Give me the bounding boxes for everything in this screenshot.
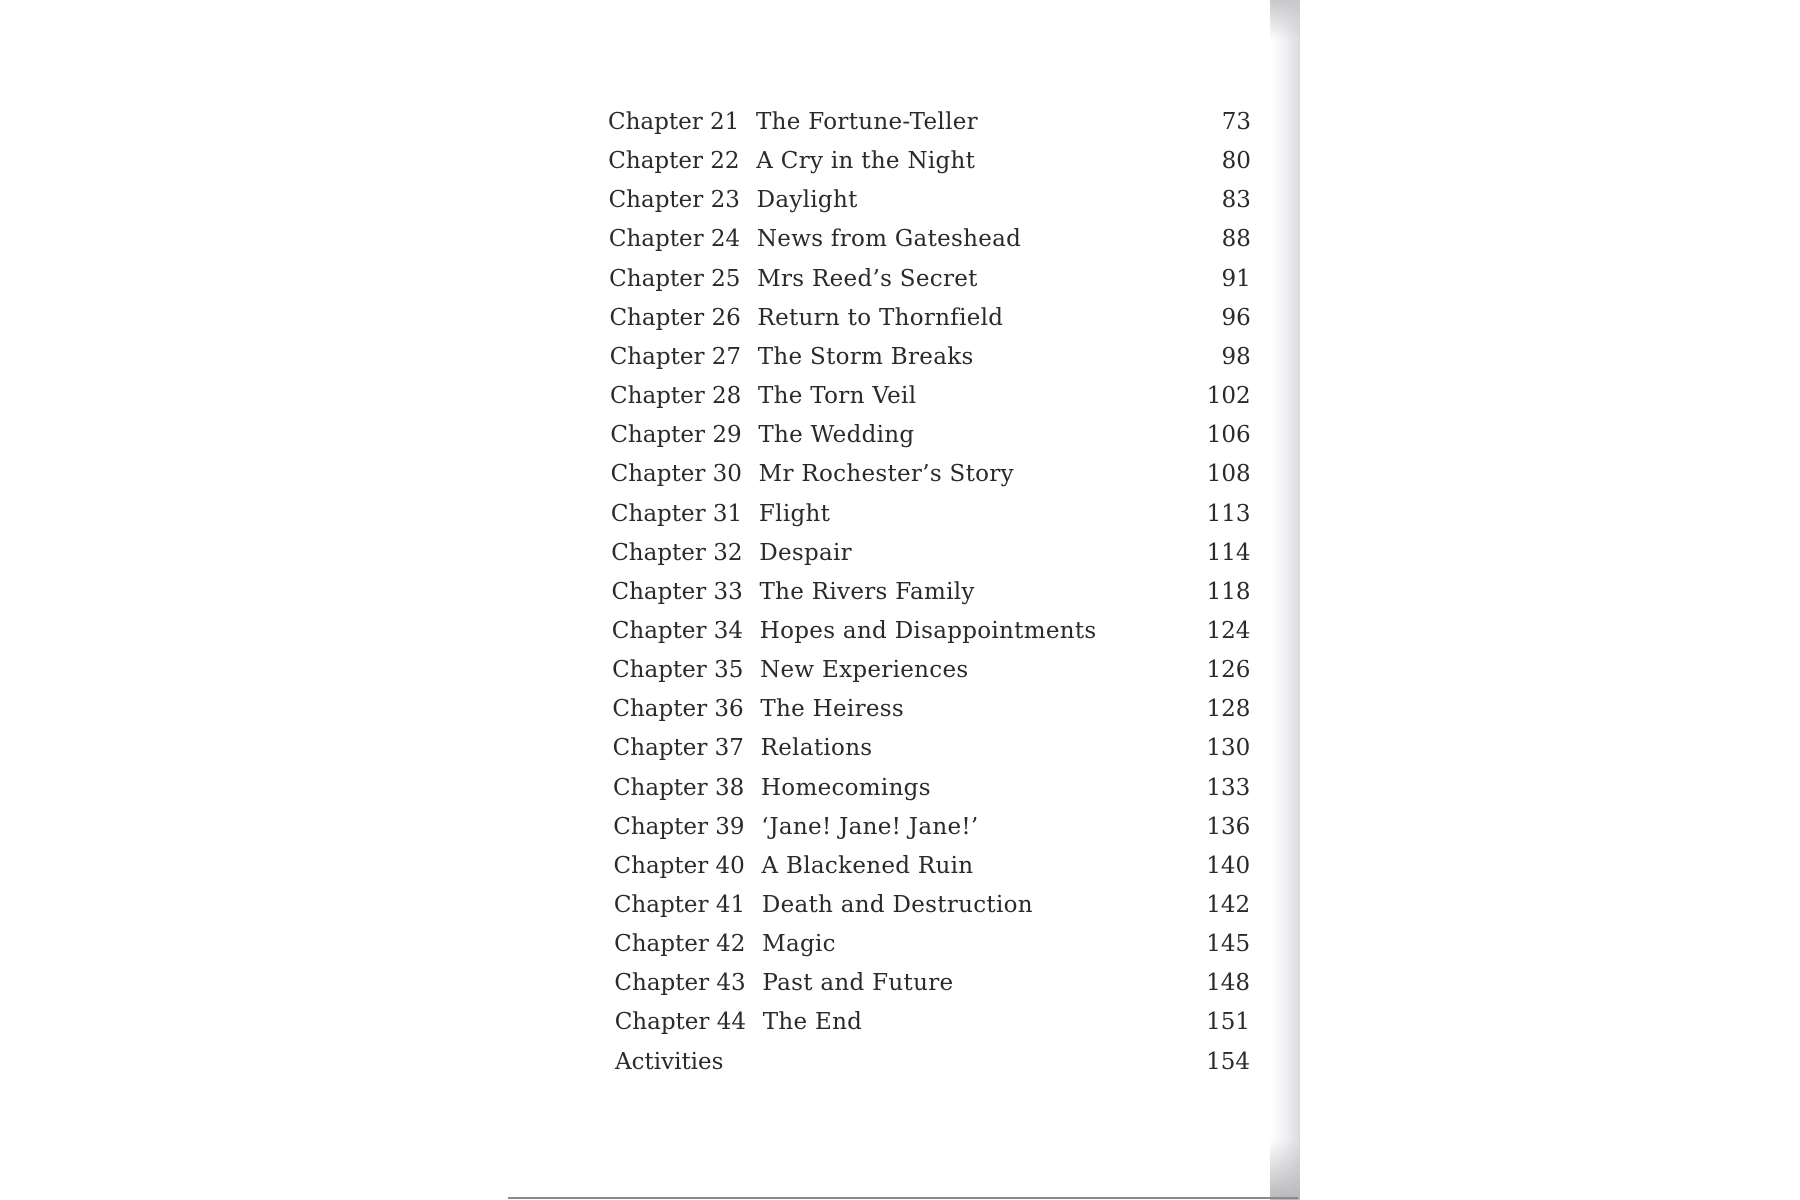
chapter-title: Relations <box>760 735 873 762</box>
toc-entry <box>610 340 1251 374</box>
chapter-number: Chapter 40 <box>613 852 745 879</box>
page-number: 133 <box>1206 774 1251 801</box>
page-number: 148 <box>1206 970 1251 997</box>
toc-entry <box>614 888 1250 922</box>
chapter-number: Chapter 44 <box>614 1009 746 1036</box>
chapter-number: Chapter 41 <box>613 892 746 918</box>
chapter-title: The Fortune-Teller <box>756 109 978 135</box>
page-number: 126 <box>1206 657 1251 684</box>
chapter-number: Chapter 21 <box>608 109 740 135</box>
chapter-title: Return to Thornfield <box>757 304 1004 331</box>
page-number: 136 <box>1206 813 1251 840</box>
chapter-number: Chapter 39 <box>613 813 745 840</box>
toc-entry <box>614 849 1251 883</box>
page-number: 124 <box>1206 617 1251 644</box>
chapter-title: News from Gateshead <box>756 226 1022 253</box>
chapter-number: Activities <box>615 1048 724 1075</box>
chapter-title: Mr Rochester’s Story <box>758 461 1014 488</box>
page-number: 140 <box>1206 852 1251 879</box>
chapter-number: Chapter 27 <box>609 343 742 370</box>
page-number: 83 <box>1221 187 1251 214</box>
chapter-title: Despair <box>759 539 852 566</box>
chapter-number: Chapter 25 <box>609 265 741 292</box>
toc-entry <box>609 262 1251 296</box>
toc-entry <box>613 771 1250 805</box>
page-number: 118 <box>1206 578 1251 605</box>
chapter-title: The Heiress <box>760 696 904 723</box>
toc-entry <box>608 144 1251 178</box>
page-number: 88 <box>1221 226 1251 253</box>
page-number: 73 <box>1221 109 1251 135</box>
page-number: 108 <box>1206 461 1251 488</box>
chapter-title: A Cry in the Night <box>756 148 976 175</box>
page-number: 145 <box>1206 931 1251 958</box>
toc-entry <box>609 301 1250 335</box>
chapter-number: Chapter 34 <box>611 617 744 644</box>
toc-entry <box>615 1045 1250 1079</box>
chapter-number: Chapter 30 <box>610 461 742 488</box>
toc-entry <box>612 614 1251 648</box>
chapter-title: ‘Jane! Jane! Jane!’ <box>761 813 979 840</box>
page-number: 106 <box>1206 422 1251 449</box>
chapter-title: Flight <box>758 500 831 527</box>
toc-entry <box>611 457 1251 491</box>
toc-entry <box>613 731 1251 765</box>
page-number: 96 <box>1221 304 1251 331</box>
page-number: 113 <box>1206 500 1251 527</box>
chapter-title: Homecomings <box>760 774 931 801</box>
chapter-title: The Rivers Family <box>759 578 975 605</box>
chapter-title: Death and Destruction <box>761 892 1033 918</box>
chapter-number: Chapter 23 <box>608 187 740 214</box>
chapter-title: Daylight <box>756 187 858 214</box>
toc-entry <box>611 497 1251 531</box>
toc-entry <box>611 536 1250 570</box>
toc-entry <box>614 927 1250 961</box>
toc-entry <box>609 222 1251 256</box>
chapter-number: Chapter 28 <box>610 383 742 410</box>
chapter-title: Mrs Reed’s Secret <box>757 265 978 292</box>
page-number: 91 <box>1221 265 1251 292</box>
chapter-title: The Storm Breaks <box>757 343 974 370</box>
page-number: 102 <box>1206 383 1251 410</box>
chapter-title: The End <box>762 1009 863 1036</box>
chapter-number: Chapter 33 <box>611 578 743 605</box>
chapter-number: Chapter 29 <box>610 422 742 449</box>
chapter-number: Chapter 43 <box>614 970 746 997</box>
chapter-title: New Experiences <box>760 657 969 684</box>
toc-entry <box>612 692 1250 726</box>
chapter-title: The Torn Veil <box>758 383 917 410</box>
toc-entry <box>608 105 1251 139</box>
toc-entry <box>612 653 1250 687</box>
page-number: 154 <box>1206 1048 1250 1075</box>
page-number: 142 <box>1206 892 1251 918</box>
chapter-number: Chapter 22 <box>608 148 740 175</box>
toc-entry <box>613 810 1250 844</box>
page-number: 80 <box>1221 148 1251 175</box>
chapter-number: Chapter 31 <box>610 500 743 527</box>
chapter-title: Hopes and Disappointments <box>759 617 1097 644</box>
chapter-number: Chapter 24 <box>608 226 741 253</box>
chapter-title: The Wedding <box>758 422 915 449</box>
page-number: 128 <box>1206 696 1251 723</box>
page-number: 130 <box>1206 735 1251 762</box>
toc-entry <box>610 379 1251 413</box>
toc-entry <box>612 575 1251 609</box>
chapter-number: Chapter 37 <box>612 735 744 762</box>
toc-entry <box>609 183 1251 217</box>
chapter-number: Chapter 38 <box>612 774 745 801</box>
chapter-number: Chapter 42 <box>614 931 746 958</box>
chapter-title: Past and Future <box>762 970 954 997</box>
chapter-number: Chapter 35 <box>612 657 744 684</box>
chapter-title: A Blackened Ruin <box>761 852 974 879</box>
chapter-number: Chapter 32 <box>611 539 743 566</box>
page-number: 98 <box>1221 343 1251 370</box>
chapter-title: Magic <box>762 931 836 958</box>
toc-entry <box>614 966 1250 1000</box>
toc-entry <box>610 418 1250 452</box>
page-number: 114 <box>1206 539 1251 566</box>
toc-entry <box>615 1005 1250 1039</box>
page-number: 151 <box>1206 1009 1251 1036</box>
chapter-number: Chapter 36 <box>612 696 744 723</box>
chapter-number: Chapter 26 <box>609 304 741 331</box>
